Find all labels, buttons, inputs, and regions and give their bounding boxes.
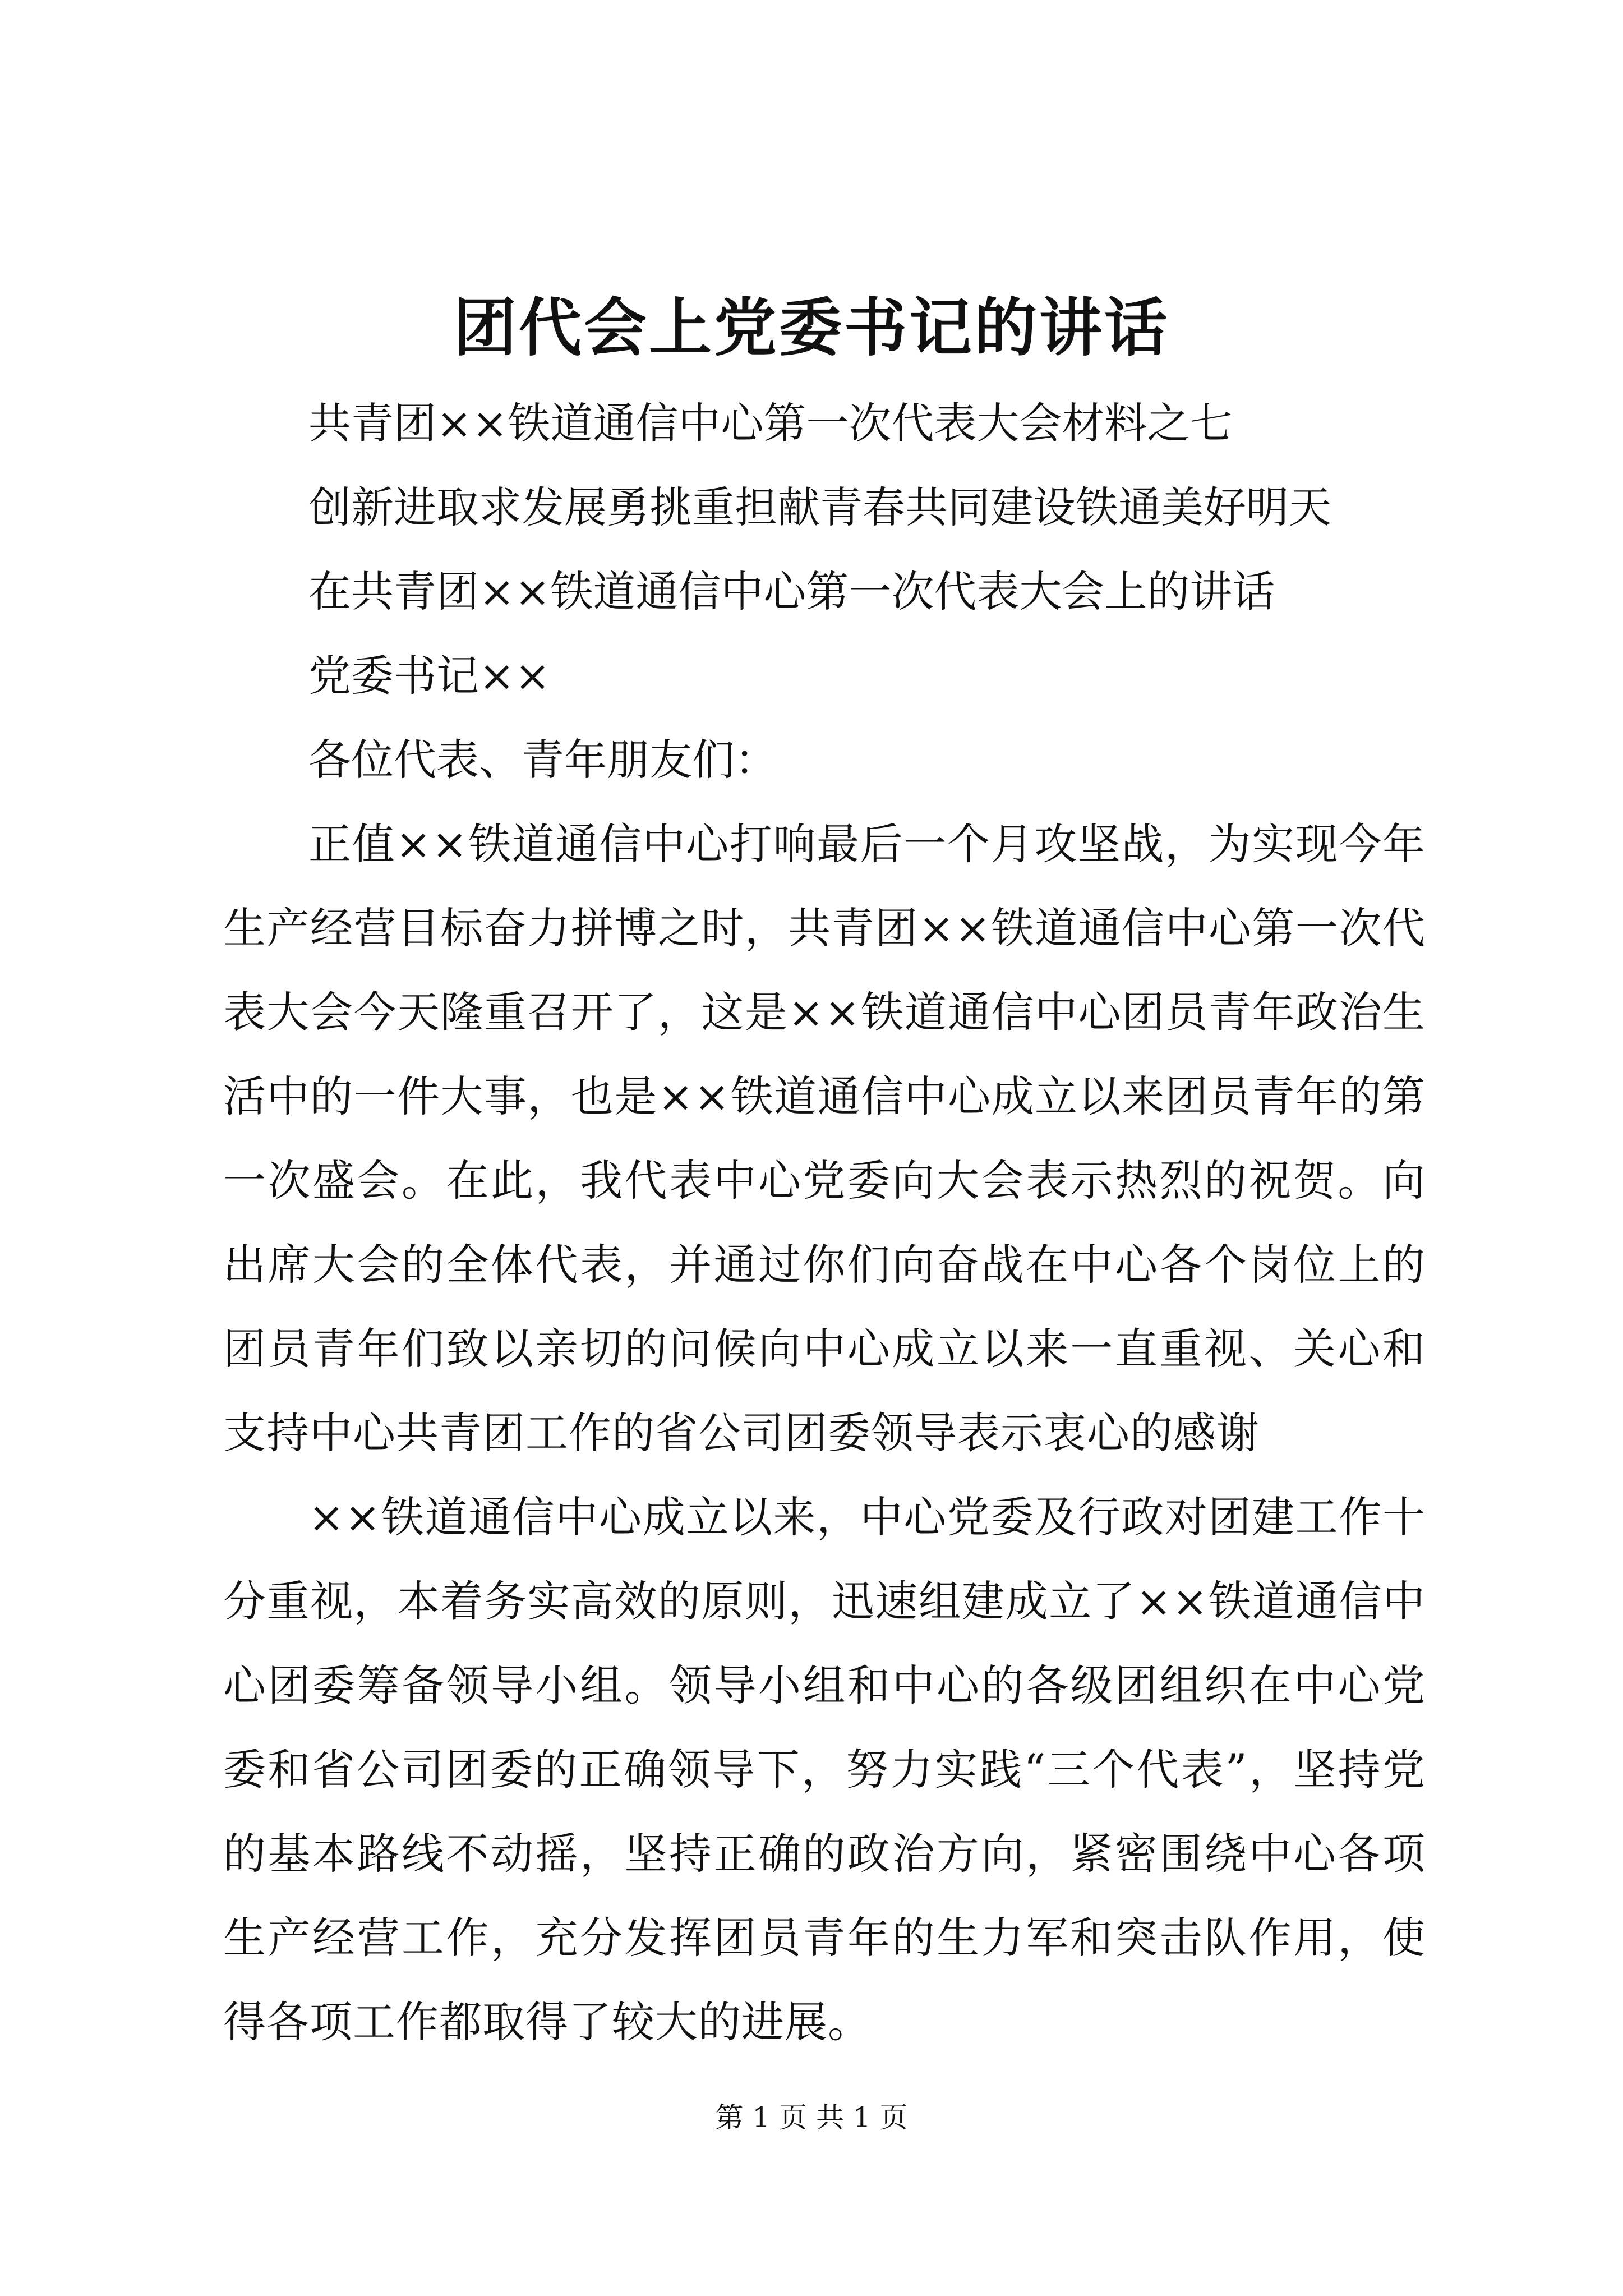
body-paragraph: ××铁道通信中心成立以来，中心党委及行政对团建工作十分重视，本着务实高效的原则，迅速组建成立了××铁道通信中心团委筹备领导小组。领导小组和中心的各级团组织在中心党委和省公司团委的正确领导下，努力实践“三个代表”，坚持党的基本路线不动摇，坚持正确的政治方向，紧密围绕中心各项生产经营工作，充分发挥团员青年的生力军和突击队作用，使得各项工作都取得了较大的进展。 (223, 1492, 1426, 2047)
speech-title-line: 在共青团××铁道通信中心第一次代表大会上的讲话 (308, 567, 1275, 616)
page-footer: 第 1 页 共 1 页 (715, 2101, 908, 2134)
subtitle-line: 共青团××铁道通信中心第一次代表大会材料之七 (308, 398, 1233, 448)
speaker-line: 党委书记×× (308, 651, 551, 701)
salutation-line: 各位代表、青年朋友们： (308, 735, 777, 785)
theme-line: 创新进取求发展勇挑重担献青春共同建设铁通美好明天 (308, 482, 1331, 532)
document-title: 团代会上党委书记的讲话 (454, 291, 1169, 365)
document-body (223, 381, 1426, 2064)
body-paragraph: 正值××铁道通信中心打响最后一个月攻坚战，为实现今年生产经营目标奋力拼博之时，共青团××铁道通信中心第一次代表大会今天隆重召开了，这是××铁道通信中心团员青年政治生活中的一件大事，也是××铁道通信中心成立以来团员青年的第一次盛会。在此，我代表中心党委向大会表示热烈的祝贺。向出席大会的全体代表，并通过你们向奋战在中心各个岗位上的团员青年们致以亲切的问候向中心成立以来一直重视、关心和支持中心共青团工作的省公司团委领导表示衷心的感谢 (223, 819, 1426, 1458)
